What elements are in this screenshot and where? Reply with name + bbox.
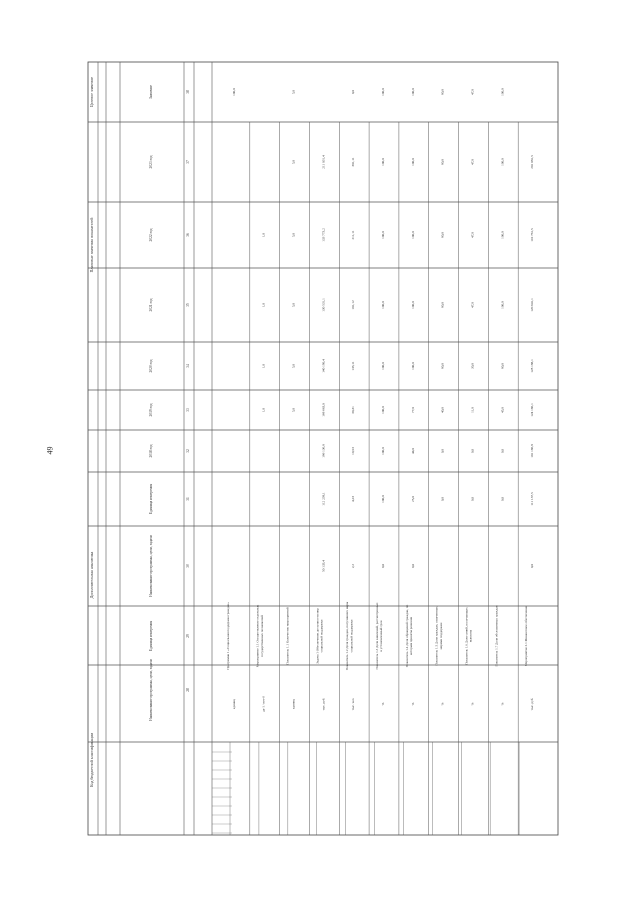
group-header-additional: Дополнительная аналитика <box>89 551 94 599</box>
row-9-value-4: 80,0 <box>500 363 505 369</box>
row-7-value-6: 80,0 <box>440 232 445 238</box>
column-header-8: Значение <box>149 84 153 100</box>
row-4-name-line-1: социальной поддержки <box>349 619 354 653</box>
column-number-0: 30 <box>186 564 190 568</box>
row-5-value-1: 100,0 <box>381 495 385 503</box>
row-0-value-8: 100,0 <box>231 88 236 96</box>
row-9-value-6: 100,0 <box>500 231 505 239</box>
row-7-value-5: 80,0 <box>440 302 445 308</box>
row-6-value-2: 44,0 <box>410 448 415 454</box>
row-3-name-line-1: социальной поддержки <box>319 619 324 653</box>
column-number-4: 34 <box>186 364 190 368</box>
row-9-value-3: 45,0 <box>500 407 505 413</box>
row-3-value-3: 168 663,0 <box>321 403 326 417</box>
row-5-unit: % <box>381 702 385 706</box>
row-5-name-line-1: в установленный срок <box>379 620 384 652</box>
row-4-unit: тыс. чел. <box>351 697 356 711</box>
row-10-value-0: 0,0 <box>530 563 535 569</box>
row-5-value-0: 0,0 <box>381 563 385 569</box>
row-3-value-0: 50 133,4 <box>321 560 326 572</box>
row-8-value-2: 0,0 <box>470 448 475 454</box>
column-number-5: 35 <box>186 303 190 307</box>
row-3-value-4: 140 190,4 <box>321 359 326 373</box>
row-9-unit: % <box>500 702 505 706</box>
row-6-value-7: 100,0 <box>410 158 415 166</box>
row-10-name-line-0: Мероприятие 2.1 Финансовое обеспечение <box>524 605 529 667</box>
column-header-name: Наименование программы, цели, задачи <box>149 659 153 721</box>
row-10-value-3: 124 166,1 <box>530 403 535 417</box>
row-10-value-5: 120 641,1 <box>530 298 535 312</box>
row-6-value-6: 100,0 <box>410 231 415 239</box>
row-7-value-4: 80,0 <box>440 363 445 369</box>
row-6-value-8: 100,0 <box>410 88 415 96</box>
row-4-value-0: 2,2 <box>351 563 356 569</box>
row-5-value-5: 100,0 <box>381 301 385 309</box>
column-header-6: 2022 год <box>149 228 153 242</box>
column-header-5: 2021 год <box>149 298 153 312</box>
row-0-unit: единиц <box>231 698 236 710</box>
row-3-unit: тыс. руб. <box>321 697 326 711</box>
row-5-value-7: 100,0 <box>381 158 385 166</box>
row-4-value-7: 301,11 <box>351 157 356 167</box>
row-10-value-2: 101 166,8 <box>530 444 535 458</box>
row-1-value-6: 1,0 <box>261 232 266 238</box>
row-7-name-line-1: мерами поддержки <box>438 622 443 650</box>
column-number-7: 37 <box>186 160 190 164</box>
row-3-value-5: 130 531,1 <box>321 298 326 312</box>
row-1-value-5: 1,0 <box>261 302 266 308</box>
row-7-unit: % <box>440 702 445 706</box>
group-header-responsible: Целевое значение <box>89 76 94 108</box>
row-8-unit: % <box>470 702 475 706</box>
row-8-value-5: 47,0 <box>470 302 475 308</box>
row-8-value-1: 0,0 <box>470 496 475 502</box>
row-10-value-7: 201 081,5 <box>530 155 535 169</box>
column-number-name: 28 <box>186 688 190 692</box>
row-6-name-line-0: Показатель 1.4 Доля обращений граждан, по <box>404 604 409 668</box>
row-8-value-6: 47,0 <box>470 232 475 238</box>
row-6-value-1: 25,0 <box>410 496 415 502</box>
row-5-value-8: 100,0 <box>381 88 385 96</box>
row-4-value-8: 0,0 <box>351 89 356 95</box>
column-number-2: 32 <box>186 449 190 453</box>
row-1-name-line-1: государственных полномочий <box>259 615 264 657</box>
row-5-value-4: 100,0 <box>381 362 385 370</box>
column-number-unit: 29 <box>186 634 190 638</box>
row-3-value-2: 186 136,8 <box>321 444 326 458</box>
row-5-value-6: 100,0 <box>381 231 385 239</box>
row-4-value-4: 133,11 <box>351 361 356 371</box>
row-9-value-5: 100,0 <box>500 301 505 309</box>
row-7-value-8: 80,0 <box>440 89 445 95</box>
column-header-0: Наименование программы, цели, задачи <box>149 535 153 597</box>
row-10-unit: тыс. руб. <box>530 697 535 711</box>
column-header-3: 2019 год <box>149 403 153 417</box>
row-6-value-4: 100,0 <box>410 362 415 370</box>
row-3-name-line-0: Задача 1 Обеспечение доступности мер <box>315 608 320 664</box>
row-7-name-line-0: Показатель 1.5 Доля граждан, охваченных <box>434 606 439 666</box>
row-8-value-4: 30,0 <box>470 363 475 369</box>
row-4-name-line-0: Показатель 1.2 Доля граждан, получивших меры <box>345 601 350 671</box>
row-9-value-1: 0,0 <box>500 496 505 502</box>
row-7-value-1: 0,0 <box>440 496 445 502</box>
row-2-value-5: 5,0 <box>291 302 296 308</box>
row-10-value-1: 111 137,5 <box>530 492 535 506</box>
row-10-value-4: 128 188,1 <box>530 359 535 373</box>
page-number: 49 <box>45 446 55 455</box>
row-8-name-line-0: Показатель 1.6 Доля семей, получающих <box>464 607 469 665</box>
column-header-unit: Единица измерения <box>149 620 153 652</box>
row-8-value-8: 47,0 <box>470 89 475 95</box>
row-1-name-line-0: Мероприятие 1.1 Осуществление отдельных <box>255 604 260 668</box>
row-2-value-4: 5,0 <box>291 363 296 369</box>
row-8-name-line-1: выплаты <box>468 629 473 643</box>
row-2-value-3: 5,0 <box>291 407 296 413</box>
row-4-value-3: 30,31 <box>351 406 356 414</box>
row-5-value-2: 100,0 <box>381 447 385 455</box>
row-6-value-0: 0,0 <box>410 563 415 569</box>
row-3-value-1: 112 238,1 <box>321 492 326 506</box>
row-2-value-7: 5,0 <box>291 159 296 165</box>
row-9-name-line-0: Показатель 1.7 Доля обслуженных граждан <box>494 605 499 667</box>
row-3-value-6: 133 773,2 <box>321 228 326 242</box>
group-header-programs: Код бюджетной классификации <box>89 733 94 787</box>
column-number-3: 33 <box>186 408 190 412</box>
column-number-6: 36 <box>186 233 190 237</box>
row-2-unit: единиц <box>291 698 296 710</box>
row-4-value-6: 211,11 <box>351 230 356 240</box>
row-2-value-6: 5,0 <box>291 232 296 238</box>
row-9-value-7: 100,0 <box>500 158 505 166</box>
row-10-value-6: 110 761,5 <box>530 228 535 242</box>
column-number-1: 31 <box>186 497 190 501</box>
row-4-value-1: 4,23 <box>351 496 356 502</box>
row-5-value-3: 100,0 <box>381 406 385 414</box>
row-4-value-2: 10,53 <box>351 447 356 455</box>
column-header-2: 2018 год <box>149 444 153 458</box>
row-9-value-2: 0,0 <box>500 448 505 454</box>
row-6-unit: % <box>410 702 415 706</box>
column-header-1: Единица измерения <box>149 483 153 515</box>
row-6-name-line-1: которым приняты решения <box>409 617 414 655</box>
row-1-value-4: 1,0 <box>261 363 266 369</box>
row-4-value-5: 101,12 <box>351 300 356 310</box>
row-8-value-7: 47,0 <box>470 159 475 165</box>
column-number-8: 38 <box>186 90 190 94</box>
row-5-name-line-0: Показатель 1.3 Доля заявлений, рассмотренных <box>375 602 379 670</box>
column-header-4: 2020 год <box>149 359 153 373</box>
row-3-value-7: 211 031,4 <box>321 155 326 169</box>
row-0-name-line-0: Программа 1 «Социальная поддержка граждан» <box>225 602 230 670</box>
row-7-value-3: 40,0 <box>440 407 445 413</box>
row-7-value-7: 80,0 <box>440 159 445 165</box>
row-7-value-2: 0,0 <box>440 448 445 454</box>
row-6-value-3: 77,0 <box>410 407 415 413</box>
row-2-name-line-0: Показатель 1.1 Количество мероприятий <box>285 607 290 665</box>
column-header-7: 2023 год <box>149 155 153 169</box>
row-1-unit: да-1 / нет-0 <box>261 696 266 712</box>
row-9-value-8: 100,0 <box>500 88 505 96</box>
group-header-plan: Плановые значения показателей <box>89 217 94 273</box>
row-1-value-3: 1,0 <box>261 407 266 413</box>
row-2-value-8: 5,0 <box>291 89 296 95</box>
row-6-value-5: 100,0 <box>410 301 415 309</box>
row-8-value-3: 11,0 <box>470 407 475 413</box>
